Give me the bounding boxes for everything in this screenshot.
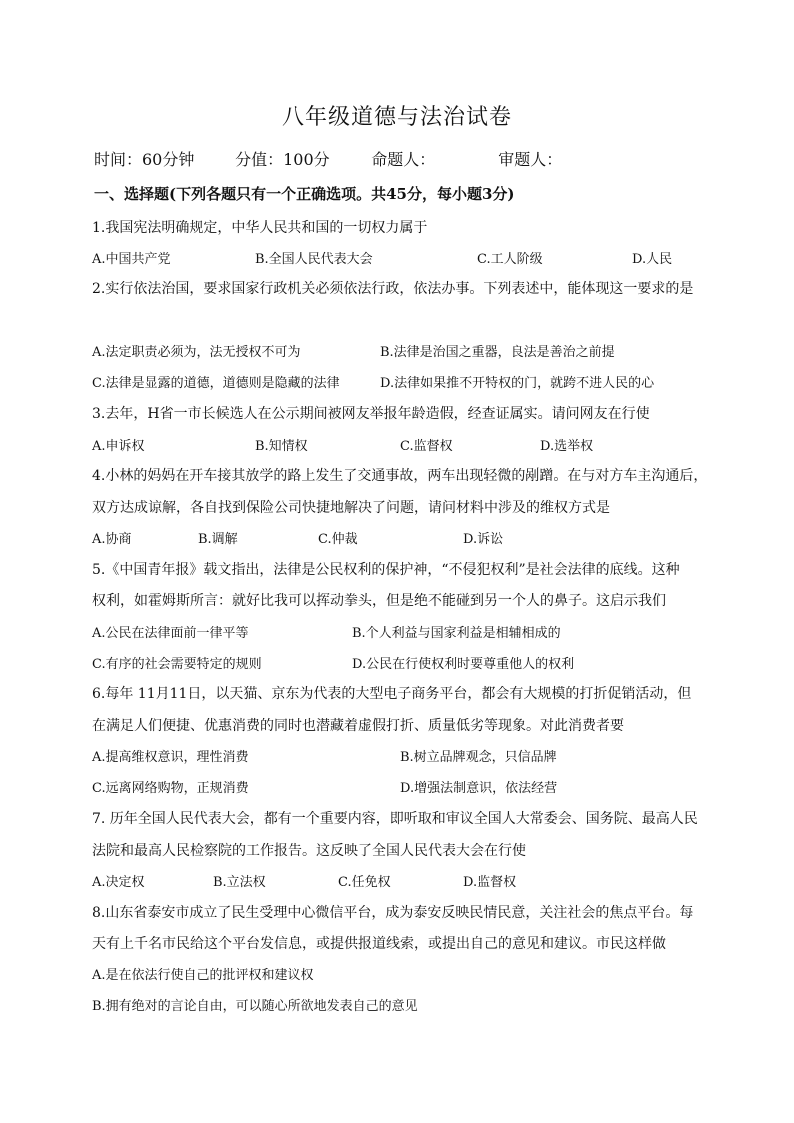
q5-option-d: D.公民在行使权利时要尊重他人的权利	[352, 657, 575, 672]
page-title: 八年级道德与法治试卷	[281, 105, 512, 130]
q6-option-c: C.远离网络购物，正规消费	[92, 781, 249, 796]
q1-option-d: D.人民	[632, 252, 673, 267]
q6-option-b: B.树立品牌观念，只信品牌	[400, 750, 557, 765]
q3-option-d: D.选举权	[540, 439, 594, 454]
question-6-stem-line-2: 在满足人们便捷、优惠消费的同时也潜藏着虚假打折、质量低劣等现象。对此消费者要	[92, 718, 624, 734]
question-8-stem-line-2: 天有上千名市民给这个平台发信息，或提供报道线索，或提出自己的意见和建议。市民这样做	[92, 936, 666, 952]
q4-option-d: D.诉讼	[463, 532, 504, 547]
q3-option-a: A.申诉权	[92, 439, 145, 454]
question-3-stem: 3.去年，H省一市长候选人在公示期间被网友举报年龄造假，经查证属实。请问网友在行使	[92, 406, 650, 422]
question-4-stem-line-1: 4.小林的妈妈在开车接其放学的路上发生了交通事故，两车出现轻微的剐蹭。在与对方车主沟通后，	[92, 468, 708, 484]
q6-option-d: D.增强法制意识，依法经营	[400, 781, 558, 796]
q8-option-b: B.拥有绝对的言论自由，可以随心所欲地发表自己的意见	[92, 999, 418, 1014]
q7-option-d: D.监督权	[463, 875, 517, 890]
exam-score: 分值：100分	[235, 150, 330, 169]
q7-option-c: C.任免权	[338, 875, 391, 890]
question-8-stem-line-1: 8.山东省泰安市成立了民生受理中心微信平台，成为泰安反映民情民意，关注社会的焦点平台。每	[92, 905, 694, 921]
section-heading: 一、选择题(下列各题只有一个正确选项。共45分，每小题3分)	[94, 185, 515, 203]
question-5-stem-line-2: 权利，如霍姆斯所言：就好比我可以挥动拳头，但是绝不能碰到另一个人的鼻子。这启示我们	[92, 593, 666, 609]
q2-option-d: D.法律如果推不开特权的门，就跨不进人民的心	[380, 376, 655, 391]
q4-option-b: B.调解	[198, 532, 238, 547]
exam-author: 命题人：	[371, 150, 436, 169]
q2-option-b: B.法律是治国之重器，良法是善治之前提	[380, 345, 615, 360]
question-1-stem: 1.我国宪法明确规定，中华人民共和国的一切权力属于	[92, 220, 428, 236]
q1-option-c: C.工人阶级	[477, 252, 543, 267]
q5-option-c: C.有序的社会需要特定的规则	[92, 657, 262, 672]
q1-option-a: A.中国共产党	[92, 252, 171, 267]
question-2-stem: 2.实行依法治国，要求国家行政机关必须依法行政，依法办事。下列表述中，能体现这一要求的是	[92, 281, 694, 297]
q2-option-a: A.法定职责必须为，法无授权不可为	[92, 345, 301, 360]
question-6-stem-line-1: 6.每年 11月11日，以天猫、京东为代表的大型电子商务平台，都会有大规模的打折促销活动，但	[92, 686, 692, 702]
q1-option-b: B.全国人民代表大会	[255, 252, 373, 267]
q6-option-a: A.提高维权意识，理性消费	[92, 750, 249, 765]
question-7-stem-line-1: 7. 历年全国人民代表大会，都有一个重要内容，即听取和审议全国人大常委会、国务院、最高人民	[92, 811, 698, 827]
q5-option-b: B.个人利益与国家利益是相辅相成的	[352, 626, 561, 641]
q2-option-c: C.法律是显露的道德，道德则是隐藏的法律	[92, 376, 340, 391]
question-5-stem-line-1: 5.《中国青年报》载文指出，法律是公民权利的保护神，“不侵犯权利”是社会法律的底线。这种	[92, 562, 680, 578]
q4-option-c: C.仲裁	[318, 532, 358, 547]
q3-option-b: B.知情权	[255, 439, 308, 454]
exam-reviewer: 审题人：	[498, 150, 563, 169]
question-7-stem-line-2: 法院和最高人民检察院的工作报告。这反映了全国人民代表大会在行使	[92, 843, 526, 859]
q7-option-a: A.决定权	[92, 875, 145, 890]
q5-option-a: A.公民在法律面前一律平等	[92, 626, 249, 641]
q3-option-c: C.监督权	[400, 439, 453, 454]
question-4-stem-line-2: 双方达成谅解，各自找到保险公司快捷地解决了问题，请问材料中涉及的维权方式是	[92, 500, 610, 516]
q4-option-a: A.协商	[92, 532, 132, 547]
exam-meta	[94, 147, 562, 170]
q7-option-b: B.立法权	[213, 875, 266, 890]
q8-option-a: A.是在依法行使自己的批评权和建议权	[92, 968, 314, 983]
exam-time: 时间：60分钟	[94, 150, 195, 169]
